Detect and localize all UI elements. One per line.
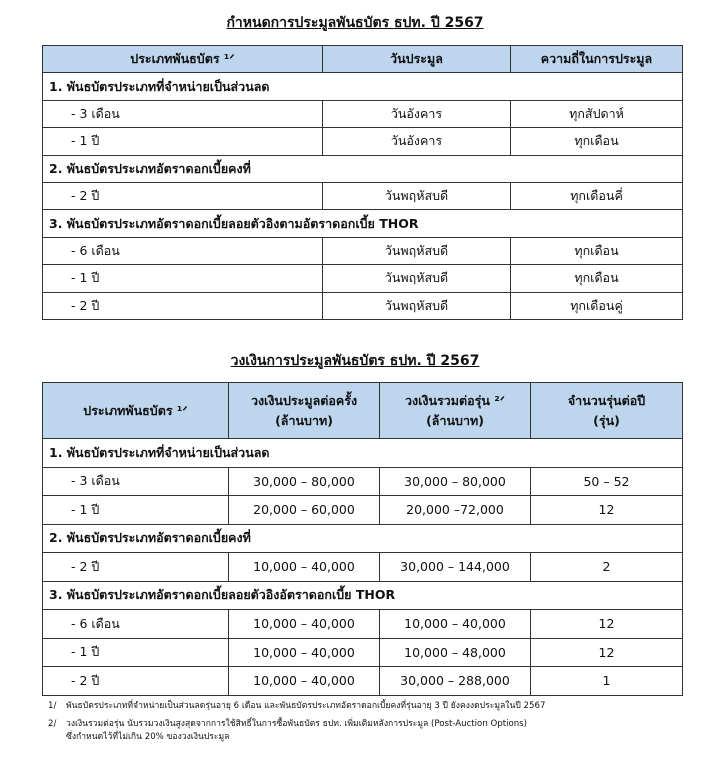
table-cell: 30,000 – 80,000 bbox=[380, 467, 531, 496]
column-header: วันประมูล bbox=[323, 46, 511, 73]
table-cell: ทุกเดือนคี่ bbox=[511, 182, 683, 209]
column-header: ความถี่ในการประมูล bbox=[511, 46, 683, 73]
table-cell: 2 bbox=[531, 553, 683, 582]
table-cell: 30,000 – 288,000 bbox=[380, 667, 531, 696]
table-cell: วันพฤหัสบดี bbox=[323, 292, 511, 319]
category-row bbox=[43, 439, 683, 468]
table-row bbox=[43, 292, 683, 319]
category-label: 2. พันธบัตรประเภทอัตราดอกเบี้ยคงที่ bbox=[43, 524, 683, 553]
footnote-1 bbox=[48, 700, 545, 713]
table-cell: 12 bbox=[531, 496, 683, 525]
column-header-line: ประเภทพันธบัตร ¹ᐟ bbox=[83, 402, 188, 418]
category-label: 1. พันธบัตรประเภทที่จำหน่ายเป็นส่วนลด bbox=[43, 73, 683, 100]
bond-tenor: - 6 เดือน bbox=[43, 237, 323, 264]
column-header-line: วงเงินประมูลต่อครั้ง bbox=[250, 392, 358, 408]
table-row bbox=[43, 496, 683, 525]
column-header bbox=[229, 383, 380, 439]
table-cell: 30,000 – 80,000 bbox=[229, 467, 380, 496]
bond-tenor: - 1 ปี bbox=[43, 128, 323, 155]
table-row bbox=[43, 265, 683, 292]
bond-tenor: - 2 ปี bbox=[43, 292, 323, 319]
bond-tenor: - 6 เดือน bbox=[43, 610, 229, 639]
table-row bbox=[43, 553, 683, 582]
table-row bbox=[43, 100, 683, 127]
footnote-2 bbox=[48, 718, 527, 744]
table-row bbox=[43, 182, 683, 209]
table-row bbox=[43, 667, 683, 696]
table-cell: 10,000 – 40,000 bbox=[229, 667, 380, 696]
amounts-title: วงเงินการประมูลพันธบัตร ธปท. ปี 2567 bbox=[230, 353, 480, 369]
table-cell: 20,000 – 60,000 bbox=[229, 496, 380, 525]
bond-tenor: - 1 ปี bbox=[43, 265, 323, 292]
bond-tenor: - 2 ปี bbox=[43, 553, 229, 582]
category-label: 3. พันธบัตรประเภทอัตราดอกเบี้ยลอยตัวอิงอัตราดอกเบี้ย THOR bbox=[43, 581, 683, 610]
category-label: 1. พันธบัตรประเภทที่จำหน่ายเป็นส่วนลด bbox=[43, 439, 683, 468]
category-row bbox=[43, 581, 683, 610]
schedule-table bbox=[42, 45, 683, 320]
bond-tenor: - 3 เดือน bbox=[43, 467, 229, 496]
column-header: ประเภทพันธบัตร ¹ᐟ bbox=[43, 46, 323, 73]
footnote-text: ซึ่งกำหนดไว้ที่ไม่เกิน 20% ของวงเงินประมูล bbox=[66, 732, 230, 742]
table-cell: 10,000 – 40,000 bbox=[229, 553, 380, 582]
column-header-line: (ล้านบาท) bbox=[275, 412, 333, 428]
footnote-mark: 1/ bbox=[48, 701, 57, 711]
column-header-line: จำนวนรุ่นต่อปี bbox=[567, 392, 646, 408]
column-header-line: (รุ่น) bbox=[593, 412, 620, 428]
schedule-title: กำหนดการประมูลพันธบัตร ธปท. ปี 2567 bbox=[226, 15, 484, 31]
table-cell: วันอังคาร bbox=[323, 100, 511, 127]
bond-tenor: - 2 ปี bbox=[43, 667, 229, 696]
table-row bbox=[43, 610, 683, 639]
table-cell: ทุกเดือน bbox=[511, 128, 683, 155]
bond-tenor: - 1 ปี bbox=[43, 496, 229, 525]
table-cell: 30,000 – 144,000 bbox=[380, 553, 531, 582]
table-row bbox=[43, 128, 683, 155]
table-cell: วันอังคาร bbox=[323, 128, 511, 155]
column-header bbox=[531, 383, 683, 439]
table-cell: 12 bbox=[531, 610, 683, 639]
table-cell: วันพฤหัสบดี bbox=[323, 182, 511, 209]
table-cell: 10,000 – 40,000 bbox=[229, 638, 380, 667]
footnote-mark: 2/ bbox=[48, 719, 57, 729]
bond-tenor: - 2 ปี bbox=[43, 182, 323, 209]
column-header bbox=[43, 383, 229, 439]
table-cell: วันพฤหัสบดี bbox=[323, 265, 511, 292]
bond-tenor: - 1 ปี bbox=[43, 638, 229, 667]
header-row bbox=[43, 383, 683, 439]
table-row bbox=[43, 467, 683, 496]
category-label: 2. พันธบัตรประเภทอัตราดอกเบี้ยคงที่ bbox=[43, 155, 683, 182]
column-header-line: (ล้านบาท) bbox=[426, 412, 484, 428]
column-header-line: วงเงินรวมต่อรุ่น ²ᐟ bbox=[404, 392, 506, 408]
table-cell: วันพฤหัสบดี bbox=[323, 237, 511, 264]
category-row bbox=[43, 73, 683, 100]
bond-tenor: - 3 เดือน bbox=[43, 100, 323, 127]
table-cell: 10,000 – 40,000 bbox=[229, 610, 380, 639]
table-cell: ทุกเดือนคู่ bbox=[511, 292, 683, 319]
footnote-text: พันธบัตรประเภทที่จำหน่ายเป็นส่วนลดรุ่นอายุ 6 เดือน และพันธบัตรประเภทอัตราดอกเบี้ยคงที่รุ่นอายุ 3 ปี ยังคงงดประมูลในปี 2567 bbox=[66, 701, 546, 711]
amounts-table bbox=[42, 382, 683, 696]
table-row bbox=[43, 237, 683, 264]
table-row bbox=[43, 638, 683, 667]
category-row bbox=[43, 524, 683, 553]
table-cell: 10,000 – 48,000 bbox=[380, 638, 531, 667]
table-cell: 20,000 –72,000 bbox=[380, 496, 531, 525]
category-label: 3. พันธบัตรประเภทอัตราดอกเบี้ยลอยตัวอิงตามอัตราดอกเบี้ย THOR bbox=[43, 210, 683, 237]
category-row bbox=[43, 155, 683, 182]
header-row bbox=[43, 46, 683, 73]
table-cell: 10,000 – 40,000 bbox=[380, 610, 531, 639]
table-cell: 50 – 52 bbox=[531, 467, 683, 496]
table-cell: 12 bbox=[531, 638, 683, 667]
table-cell: 1 bbox=[531, 667, 683, 696]
category-row bbox=[43, 210, 683, 237]
table-cell: ทุกเดือน bbox=[511, 237, 683, 264]
table-cell: ทุกสัปดาห์ bbox=[511, 100, 683, 127]
footnote-text: วงเงินรวมต่อรุ่น นับรวมวงเงินสูงสุดจากการใช้สิทธิ์ในการซื้อพันธบัตร ธปท. เพิ่มเติมหลังการประมูล (Post-Auction Options) bbox=[66, 719, 528, 729]
column-header bbox=[380, 383, 531, 439]
table-cell: ทุกเดือน bbox=[511, 265, 683, 292]
